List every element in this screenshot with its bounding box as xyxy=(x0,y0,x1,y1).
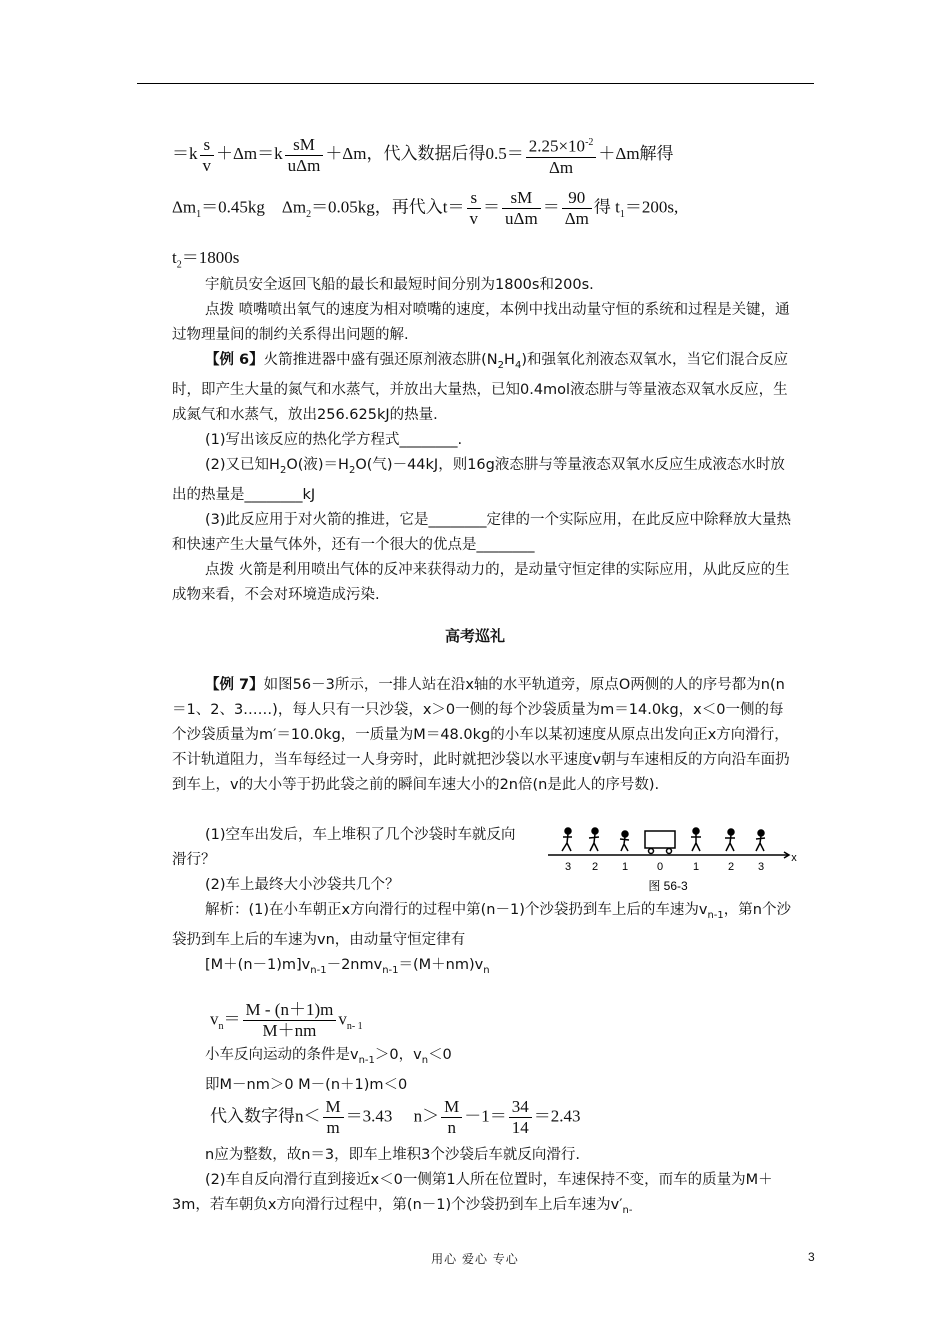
header-rule xyxy=(137,83,814,84)
condition-1: 小车反向运动的条件是$v_{n-1}>0$，$v_n<0$ xyxy=(205,1047,452,1066)
example-7-solution xyxy=(172,898,792,983)
example-7-q1: (1)空车出发后，车上堆积了几个沙袋时车就反向滑行？ xyxy=(172,827,516,868)
figure-tick-label: 3 xyxy=(757,861,765,873)
person-figure xyxy=(691,828,701,851)
page-footer: 用心 爱心 专心 xyxy=(431,1252,519,1266)
figure-tick-label: 0 xyxy=(656,861,664,873)
formula-line-3: $t_2=1800s$ xyxy=(172,248,240,271)
person-figure xyxy=(620,831,629,851)
axis-label: x xyxy=(791,852,797,864)
person-figure xyxy=(756,830,765,851)
example-6: 【例 6】火箭推进器中盛有强还原剂液态肼$(N_2H_4)$和强氧化剂液态双氧水，当它们混合反应时，即产生大量的氮气和水蒸气，并放出大量热，已知0.4mol液态肼与等量液态双氧水反应，生成氮气和水蒸气，放出256.625kJ的热量. xyxy=(172,352,788,423)
example-7-q2: (2)车上最终大小沙袋共几个？ xyxy=(205,877,400,893)
paragraph-result: 宇航员安全返回飞船的最长和最短时间分别为1800s和200s. xyxy=(205,277,594,293)
conclusion: n应为整数，故n＝3，即车上堆积3个沙袋后车就反向滑行. xyxy=(205,1147,580,1163)
question-2: (2)又已知$H_2O$(液)$=H_2O$(气)－44kJ，则16g液态肼与等量液态双氧水反应生成液态水时放出的热量是________kJ xyxy=(172,456,785,503)
figure-caption: 图 56-3 xyxy=(648,879,688,893)
formula-line-1: ＝k $\frac{s}{v}$ ＋Δm＝k $\frac{sM}{\text{uΔm}}$ ＋Δm，代入数据后得0.5＝ $\frac{2.25\times 10^{-2}}{\Delta m}$ ＋Δm解得 xyxy=(172,134,674,177)
figure-tick-label: 3 xyxy=(564,861,572,873)
figure-tick-label: 2 xyxy=(591,861,599,873)
velocity-formula: $v_n=$ $\frac{M - (n+1)m}{M+nm}$ $v_{n- 1}$ xyxy=(210,1000,363,1040)
reverse-condition xyxy=(172,1043,792,1098)
paragraph-hint-1: 点拨 喷嘴喷出氧气的速度为相对喷嘴的速度，本例中找出动量守恒的系统和过程是关键，通过物理量间的制约关系得出问题的解. xyxy=(172,302,790,343)
person-figure xyxy=(589,828,599,851)
section-heading: 高考巡礼 xyxy=(444,627,505,645)
person-figure xyxy=(725,829,735,851)
example-7 xyxy=(172,673,792,798)
conclusion-block xyxy=(172,1143,792,1223)
solution-intro: 解析：(1)在小车朝正x方向滑行的过程中第(n－1)个沙袋扔到车上后的车速为$v_{n-1}$，第n个沙袋扔到车上后的车速为vn，由动量守恒定律有 xyxy=(172,902,791,948)
part-2: (2)车自反向滑行直到接近x＜0一侧第1人所在位置时，车速保持不变，而车的质量为M＋3m，若车朝负x方向滑行过程中，第(n－1)个沙袋扔到车上后车速为$v'_{n-}$ xyxy=(172,1172,773,1216)
cart xyxy=(645,831,675,854)
person-figure xyxy=(562,828,572,851)
formula-line-2: $\Delta m_1=0.45kg$ $\Delta m_2=0.05kg$，再代入t＝ $\frac{s}{v}$ ＝ $\frac{sM}{\text{uΔm}}$ ＝ $\frac{90}{\Delta m}$ 得 $t_1=200s$, xyxy=(172,188,679,228)
figure-tick-label: 1 xyxy=(621,861,629,873)
figure-tick-label: 1 xyxy=(692,861,700,873)
figure-tick-label: 2 xyxy=(727,861,735,873)
example-7-questions xyxy=(172,823,517,898)
question-1: (1)写出该反应的热化学方程式________. xyxy=(205,431,463,448)
substitution-formula: 代入数字得n＜ $\frac{M}{m}$ ＝3.43 n＞ $\frac{M}{n}$ －1＝ $\frac{34}{14}$ ＝2.43 xyxy=(210,1097,581,1137)
paragraph-hint-2: 点拨 火箭是利用喷出气体的反冲来获得动力的，是动量守恒定律的实际应用，从此反应的生成物来看，不会对环境造成污染. xyxy=(172,561,790,603)
question-3: (3)此反应用于对火箭的推进，它是________定律的一个实际应用，在此反应中除释放大量热和快速产生大量气体外，还有一个很大的优点是________ xyxy=(172,511,792,553)
momentum-equation: $[M+(n-1)m]v_{n-1}-2nmv_{n-1}=(M+nm)v_n$ xyxy=(205,956,490,976)
condition-2: 即M－nm＞0 M－(n＋1)m＜0 xyxy=(205,1076,408,1093)
example-7-statement: 【例 7】如图56－3所示，一排人站在沿x轴的水平轨道旁，原点O两侧的人的序号都为n(n＝1、2、3……)，每人只有一只沙袋，x＞0一侧的每个沙袋质量为m＝14.0kg，x＜0一侧的每个沙袋质量为m′＝10.0kg，一质量为M＝48.0kg的小车以某初速度从原点出发向正x方向滑行，不计轨道阻力，当车每经过一人身旁时，此时就把沙袋以水平速度v朝与车速相反的方向沿车面扔到车上，v的大小等于扔此袋之前的瞬间车速大小的2n倍(n是此人的序号数). xyxy=(172,677,790,793)
upper-text-block xyxy=(172,273,792,608)
figure-56-3 xyxy=(548,825,798,905)
page-number: 3 xyxy=(808,1250,815,1264)
